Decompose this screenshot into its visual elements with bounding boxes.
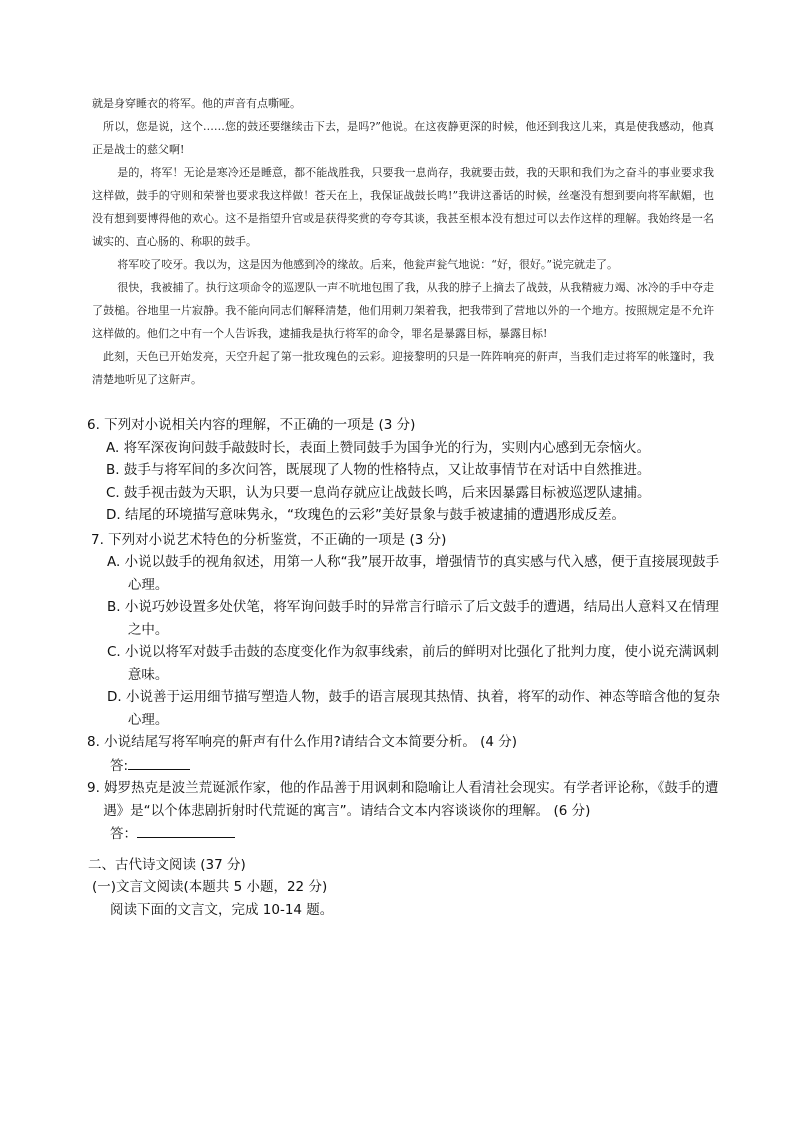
question-stem: 7. 下列对小说艺术特色的分析鉴赏，不正确的一项是 (3 分) (91, 531, 447, 548)
option-d: D. 结尾的环境描写意味隽永，“玫瑰色的云彩”美好景象与鼓手被逮捕的遭遇形成反差。 (106, 507, 625, 523)
answer-label: 答： (110, 826, 137, 842)
question-8 (87, 731, 726, 777)
question-stem: 8. 小说结尾写将军响亮的鼾声有什么作用?请结合文本简要分析。 (4 分) (87, 734, 518, 750)
option-c: C. 鼓手视击鼓为天职，认为只要一息尚存就应让战鼓长鸣，后来因暴露目标被巡逻队逮捕。 (106, 484, 651, 501)
reading-instruction: 阅读下面的文言文，完成 10-14 题。 (110, 901, 334, 918)
answer-area[interactable] (110, 822, 726, 846)
section-heading: 二、古代诗文阅读 (37 分) (88, 856, 246, 873)
question-7 (91, 529, 726, 732)
answer-line[interactable] (128, 754, 190, 770)
passage-paragraph: 将军咬了咬牙。我以为，这是因为他感到冷的缘故。后来，他瓮声瓮气地说：“好，很好。”说完就走了。 (117, 258, 619, 271)
answer-label: 答: (110, 757, 129, 774)
answer-line[interactable] (137, 822, 235, 838)
option-c: C. 小说以将军对鼓手击鼓的态度变化作为叙事线索，前后的鲜明对比强化了批判力度，使小说充满讽刺意味。 (107, 644, 720, 683)
answer-area[interactable] (110, 754, 726, 778)
option-d: D. 小说善于运用细节描写塑造人物，鼓手的语言展现其热情、执着，将军的动作、神态等暗含他的复杂心理。 (107, 689, 720, 728)
passage-paragraph: 是的，将军！无论是寒冷还是睡意，都不能战胜我，只要我一息尚存，我就要击鼓，我的天职和我们为之奋斗的事业要求我这样做，鼓手的守则和荣誉也要求我这样做！苍天在上，我保证战鼓长鸣!”我讲这番话的时候，丝毫没有想到要向将军献媚，也没有想到要博得他的欢心。这不是指望升官或是获得奖赏的夸夸其谈，我甚至根本没有想过可以去作这样的理解。我始终是一名诚实的、直心肠的、称职的鼓手。 (92, 166, 714, 248)
question-9 (87, 777, 726, 846)
question-6 (87, 414, 726, 527)
passage-paragraph: 就是身穿睡衣的将军。他的声音有点嘶哑。 (92, 97, 301, 110)
question-stem: 6. 下列对小说相关内容的理解，不正确的一项是 (3 分) (87, 417, 416, 433)
option-a: A. 小说以鼓手的视角叙述，用第一人称“我”展开故事，增强情节的真实感与代入感，便于直接展现鼓手心理。 (107, 554, 720, 593)
option-b: B. 鼓手与将军间的多次问答，既展现了人物的性格特点，又让故事情节在对话中自然推进。 (106, 462, 651, 478)
passage-paragraph: 此刻，天色已开始发亮，天空升起了第一批玫瑰色的云彩。迎接黎明的只是一阵阵响亮的鼾声，当我们走过将军的帐篷时，我清楚地听见了这鼾声。 (92, 350, 714, 386)
story-passage (92, 92, 714, 391)
passage-paragraph: 很快，我被捕了。执行这项命令的巡逻队一声不吭地包围了我，从我的脖子上摘去了战鼓，从我精疲力竭、冰冷的手中夺走了鼓槌。谷地里一片寂静。我不能向同志们解释清楚，他们用刺刀架着我，把我带到了营地以外的一个地方。按照规定是不允许这样做的。他们之中有一个人告诉我，逮捕我是执行将军的命令，罪名是暴露目标，暴露目标! (92, 281, 714, 340)
option-b: B. 小说巧妙设置多处伏笔，将军询问鼓手时的异常言行暗示了后文鼓手的遭遇，结局出人意料又在情理之中。 (107, 599, 719, 638)
subsection-heading: (一)文言文阅读(本题共 5 小题，22 分) (92, 879, 328, 895)
passage-paragraph: 所以，您是说，这个……您的鼓还要继续击下去，是吗?”他说。在这夜静更深的时候，他还到我这儿来，真是使我感动，他真正是战士的慈父啊! (92, 120, 714, 156)
option-a: A. 将军深夜询问鼓手敲鼓时长，表面上赞同鼓手为国争光的行为，实则内心感到无奈恼火。 (106, 439, 651, 456)
question-stem: 9. 姆罗热克是波兰荒诞派作家，他的作品善于用讽刺和隐喻让人看清社会现实。有学者评论称，《鼓手的遭遇》是“以个体悲剧折射时代荒诞的寓言”。请结合文本内容谈谈你的理解。 (6 分) (87, 780, 719, 819)
question-list (87, 414, 726, 921)
